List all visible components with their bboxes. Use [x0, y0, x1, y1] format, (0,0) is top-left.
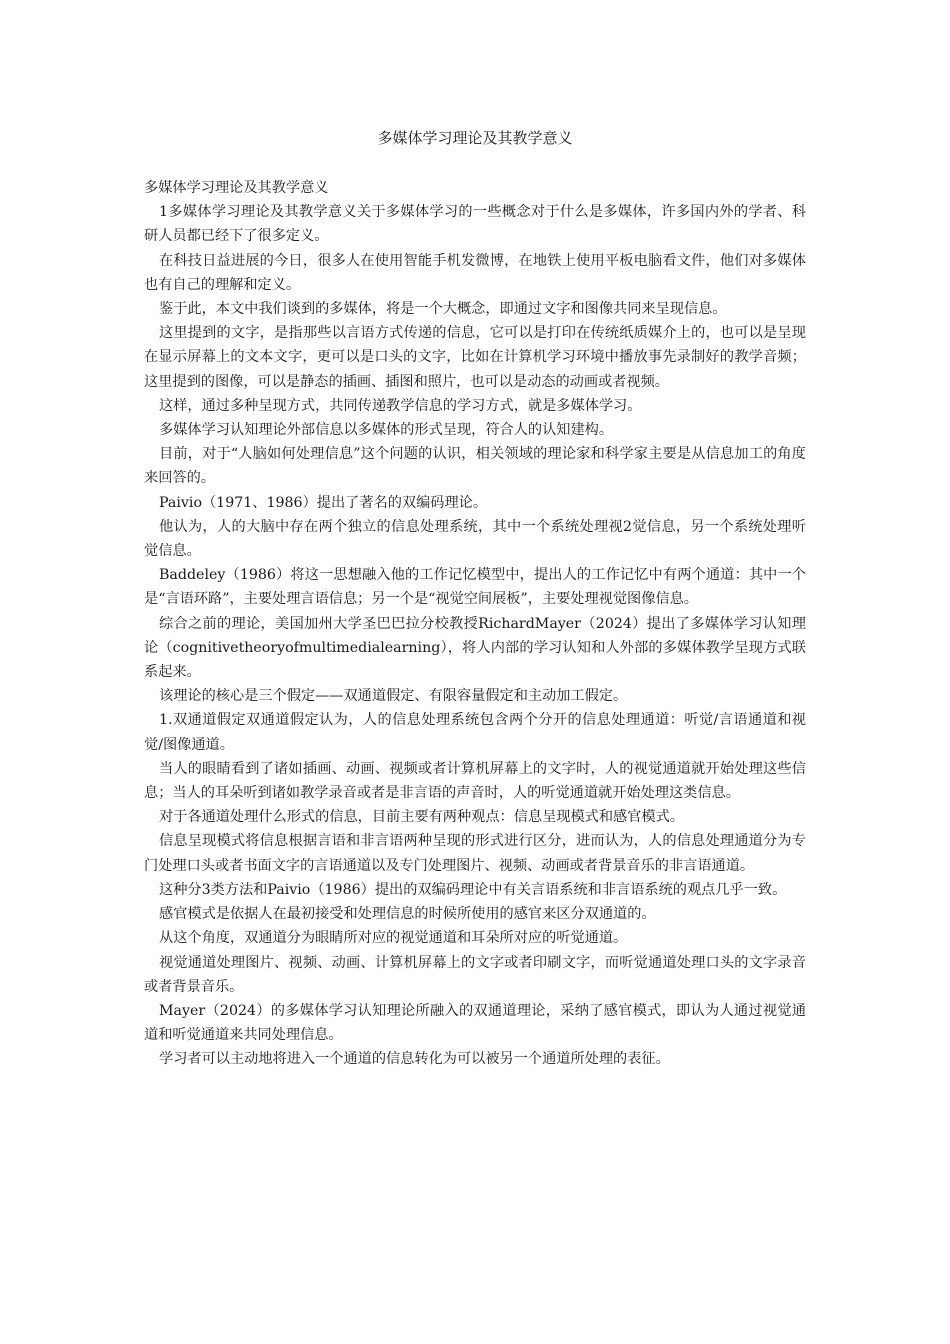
paragraph: 这种分3类方法和Paivio（1986）提出的双编码理论中有关言语系统和非言语系统的观点几乎一致。 [159, 881, 787, 898]
paragraph: Paivio（1971、1986）提出了著名的双编码理论。 [159, 494, 488, 511]
paragraph: 信息呈现模式将信息根据言语和非言语两种呈现的形式进行区分，进而认为，人的信息处理通道分为专门处理口头或者书面文字的言语通道以及专门处理图片、视频、动画或者背景音乐的非言语通道。 [144, 833, 806, 874]
paragraph: Mayer（2024）的多媒体学习认知理论所融入的双通道理论，采纳了感官模式，即认为人通过视觉通道和听觉通道来共同处理信息。 [144, 1002, 806, 1044]
paragraph: 这样，通过多种呈现方式，共同传递教学信息的学习方式，就是多媒体学习。 [159, 397, 642, 414]
paragraph: 感官模式是依据人在最初接受和处理信息的时候所使用的感官来区分双通道的。 [159, 906, 656, 923]
paragraph: 从这个角度，双通道分为眼睛所对应的视觉通道和耳朵所对应的听觉通道。 [159, 930, 628, 947]
paragraph: 这里提到的文字，是指那些以言语方式传递的信息，它可以是打印在传统纸质媒介上的，也可以是呈现在显示屏幕上的文本文字，更可以是口头的文字，比如在计算机学习环境中播放事先录制好的教学音频；这里提到的图像，可以是静态的插画、插图和照片，也可以是动态的动画或者视频。 [144, 325, 806, 390]
paragraph: 学习者可以主动地将进入一个通道的信息转化为可以被另一个通道所处理的表征。 [159, 1051, 670, 1068]
paragraph: 他认为，人的大脑中存在两个独立的信息处理系统，其中一个系统处理视2觉信息，另一个系统处理听觉信息。 [144, 518, 806, 560]
page-title: 多媒体学习理论及其教学意义 [377, 129, 573, 147]
paragraph: Baddeley（1986）将这一思想融入他的工作记忆模型中，提出人的工作记忆中有两个通道：其中一个是“言语环路”，主要处理言语信息；另一个是“视觉空间展板”，主要处理视觉图像信息。 [144, 567, 806, 608]
document-body [144, 176, 806, 1072]
paragraph: 对于各通道处理什么形式的信息，目前主要有两种观点：信息呈现模式和感官模式。 [159, 809, 684, 826]
paragraph: 多媒体学习理论及其教学意义 [144, 180, 329, 196]
paragraph: 当人的眼睛看到了诸如插画、动画、视频或者计算机屏幕上的文字时，人的视觉通道就开始处理这些信息；当人的耳朵听到诸如教学录音或者是非言语的声音时，人的听觉通道就开始处理这类信息。 [144, 760, 806, 802]
paragraph: 多媒体学习认知理论外部信息以多媒体的形式呈现，符合人的认知建构。 [159, 422, 614, 439]
paragraph: 在科技日益进展的今日，很多人在使用智能手机发微博，在地铁上使用平板电脑看文件，他们对多媒体也有自己的理解和定义。 [144, 252, 806, 293]
paragraph: 该理论的核心是三个假定——双通道假定、有限容量假定和主动加工假定。 [159, 688, 628, 705]
paragraph: 1.双通道假定双通道假定认为，人的信息处理系统包含两个分开的信息处理通道：听觉/言语通道和视觉/图像通道。 [144, 712, 806, 753]
paragraph: 视觉通道处理图片、视频、动画、计算机屏幕上的文字或者印刷文字，而听觉通道处理口头的文字录音或者背景音乐。 [144, 954, 806, 995]
paragraph: 目前，对于“人脑如何处理信息”这个问题的认识，相关领域的理论家和科学家主要是从信息加工的角度来回答的。 [144, 446, 806, 487]
paragraph: 综合之前的理论，美国加州大学圣巴巴拉分校教授RichardMayer（2024）提出了多媒体学习认知理论（cognitivetheoryofmultimedialearning），将人内部的学习认知和人外部的多媒体教学呈现方式联系起来。 [144, 615, 806, 681]
paragraph: 1多媒体学习理论及其教学意义关于多媒体学习的一些概念对于什么是多媒体，许多国内外的学者、科研人员都已经下了很多定义。 [144, 204, 806, 245]
paragraph: 鉴于此，本文中我们谈到的多媒体，将是一个大概念，即通过文字和图像共同来呈现信息。 [159, 301, 727, 318]
